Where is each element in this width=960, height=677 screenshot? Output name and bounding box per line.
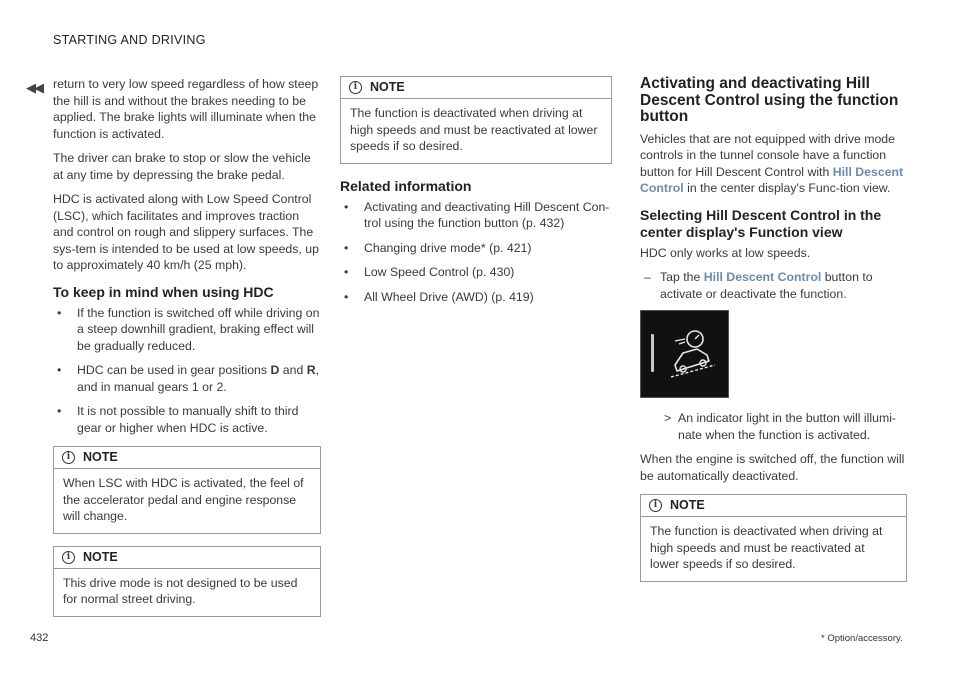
hdc-button-label: Hill Descent Control <box>703 270 822 284</box>
paragraph: HDC is activated along with Low Speed Control (LSC), which facilitates and improves traction and control on rough and slippery surfaces. The sys-tem is intended to be used at low speeds, up to approximately 40 km/h (25 mph). <box>53 192 319 272</box>
result-text: An indicator light in the button will illumi-nate when the function is activated. <box>678 411 897 442</box>
gear-r: R <box>306 363 316 377</box>
bullet-list <box>53 305 321 437</box>
related-link[interactable]: • All Wheel Drive (AWD) (p. 419) <box>340 289 612 306</box>
note-label: NOTE <box>83 450 118 465</box>
note-box <box>340 76 612 164</box>
indicator-light <box>651 334 654 372</box>
paragraph-text: in the center display's Func-tion view. <box>683 181 891 195</box>
list-item-text: HDC can be used in gear positions <box>77 363 271 377</box>
column-1 <box>53 76 321 629</box>
related-heading: Related information <box>340 177 472 194</box>
column-2 <box>340 76 612 313</box>
instruction-step <box>640 269 907 302</box>
note-box <box>53 446 321 534</box>
note-text: When LSC with HDC is activated, the feel of the accelerator pedal and engine response will change. <box>63 476 304 523</box>
list-item: • It is not possible to manually shift to third gear or higher when HDC is active. <box>53 403 321 436</box>
info-icon: i <box>349 81 362 94</box>
list-item: • If the function is switched off while driving on a steep downhill gradient, braking effect will be gradually reduced. <box>53 305 321 355</box>
page-number: 432 <box>30 632 49 644</box>
result-marker: > <box>664 411 672 425</box>
info-icon: i <box>62 451 75 464</box>
related-link[interactable]: • Low Speed Control (p. 430) <box>340 264 612 281</box>
note-box <box>53 546 321 617</box>
paragraph <box>640 131 907 197</box>
info-icon: i <box>649 499 662 512</box>
continued-marker-icon: ◀◀ <box>26 80 42 95</box>
section-heading: To keep in mind when using HDC <box>53 283 274 300</box>
footnote: * Option/accessory. <box>821 633 903 644</box>
hdc-function-label: Hill Descent Control <box>640 164 904 195</box>
note-text: The function is deactivated when driving at high speeds and must be reactivated at lower speeds if so desired. <box>650 524 883 571</box>
paragraph: return to very low speed regardless of how steep the hill is and without the brakes needing to be applied. The brake lights will illuminate when the function is activated. <box>53 77 319 141</box>
topic-heading: Activating and deactivating Hill Descent Control using the function button <box>640 75 899 125</box>
hill-descent-icon <box>663 325 721 381</box>
note-label: NOTE <box>370 80 405 95</box>
related-list <box>340 199 612 306</box>
step-marker: – <box>644 270 651 284</box>
note-box <box>640 494 907 582</box>
gear-d: D <box>270 363 280 377</box>
note-header <box>54 547 320 569</box>
related-link[interactable]: • Changing drive mode* (p. 421) <box>340 240 612 257</box>
note-text: This drive mode is not designed to be used for normal street driving. <box>63 575 298 606</box>
column-3 <box>640 76 907 594</box>
hdc-function-button-image <box>640 310 729 398</box>
paragraph: When the engine is switched off, the function will be automatically deactivated. <box>640 452 905 483</box>
info-icon: i <box>62 551 75 564</box>
step-text: button to activate or deactivate the function. <box>660 270 873 301</box>
result-item <box>640 410 907 443</box>
section-header: STARTING AND DRIVING <box>53 33 206 47</box>
note-header <box>341 77 611 99</box>
note-label: NOTE <box>83 549 118 564</box>
list-item-text: , and in manual gears 1 or 2. <box>77 363 320 394</box>
related-link[interactable]: • Activating and deactivating Hill Descent Con-trol using the function button (p. 432) <box>340 199 612 232</box>
paragraph-text: Vehicles that are not equipped with drive mode controls in the tunnel console have a function button for Hill Descent Control with <box>640 131 895 179</box>
note-label: NOTE <box>670 498 705 513</box>
paragraph: The driver can brake to stop or slow the vehicle at any time by depressing the brake pedal. <box>53 151 311 182</box>
note-text: The function is deactivated when driving at high speeds and must be reactivated at lower speeds if so desired. <box>350 106 598 153</box>
step-text: Tap the <box>660 270 704 284</box>
list-item-text: and <box>279 363 307 377</box>
note-header <box>641 495 906 517</box>
list-item <box>53 362 321 395</box>
note-header <box>54 447 320 469</box>
paragraph: HDC only works at low speeds. <box>640 245 811 260</box>
sub-heading: Selecting Hill Descent Control in the center display's Function view <box>640 206 882 240</box>
